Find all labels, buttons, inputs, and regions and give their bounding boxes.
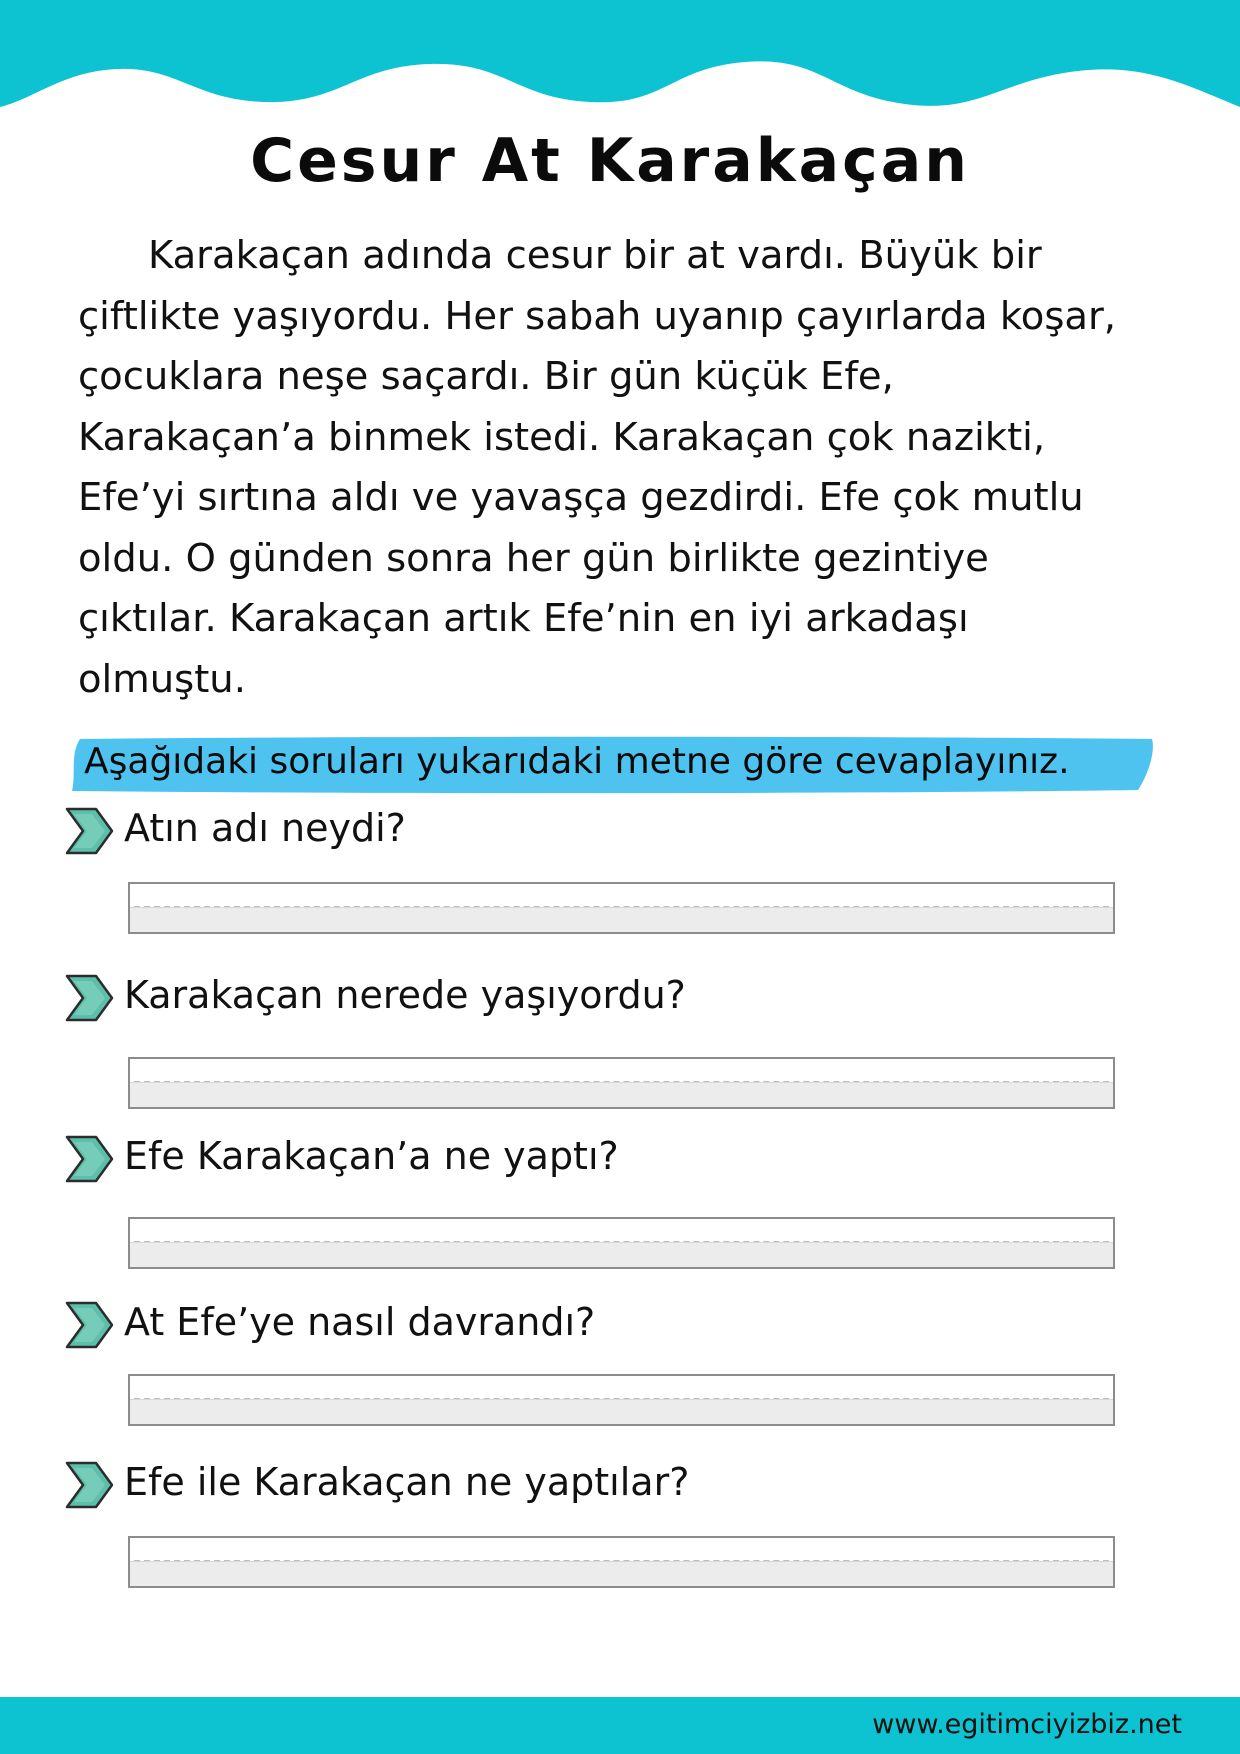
story-text	[78, 226, 1178, 710]
instruction-banner	[66, 736, 1156, 794]
answer-lower-band	[130, 907, 1113, 932]
arrow-right-icon	[64, 1460, 114, 1510]
page-title: Cesur At Karakaçan	[250, 126, 970, 196]
instruction-text: Aşağıdaki soruları yukarıdaki metne göre cevaplayınız.	[84, 741, 1070, 782]
story-line: Efe’yi sırtına aldı ve yavaşça gezdirdi. Efe çok mutlu	[78, 475, 1084, 520]
answer-field[interactable]	[128, 882, 1115, 934]
answer-field[interactable]	[128, 1374, 1115, 1426]
question-text: Karakaçan nerede yaşıyordu?	[124, 973, 686, 1017]
arrow-right-icon	[64, 1300, 114, 1350]
answer-field[interactable]	[128, 1217, 1115, 1269]
question-item	[0, 802, 1240, 862]
question-text: Efe Karakaçan’a ne yaptı?	[124, 1134, 619, 1178]
question-text: At Efe’ye nasıl davrandı?	[124, 1300, 596, 1344]
story-line: çıktılar. Karakaçan artık Efe’nin en iyi arkadaşı	[78, 596, 969, 641]
question-item	[0, 1456, 1240, 1516]
story-line: Karakaçan adında cesur bir at vardı. Büyük bir	[148, 233, 1042, 278]
answer-field[interactable]	[128, 1536, 1115, 1588]
answer-lower-band	[130, 1242, 1113, 1267]
story-line: olmuştu.	[78, 656, 246, 702]
answer-lower-band	[130, 1082, 1113, 1107]
arrow-right-icon	[64, 806, 114, 856]
question-text: Efe ile Karakaçan ne yaptılar?	[124, 1460, 690, 1504]
question-item	[0, 969, 1240, 1029]
answer-lower-band	[130, 1399, 1113, 1424]
header-wave	[0, 0, 1240, 115]
footer-bar	[0, 1697, 1240, 1754]
question-item	[0, 1296, 1240, 1356]
website-link[interactable]: www.egitimciyizbiz.net	[872, 1709, 1182, 1740]
story-line: Karakaçan’a binmek istedi. Karakaçan çok nazikti,	[78, 414, 1046, 460]
story-line: çiftlikte yaşıyordu. Her sabah uyanıp çayırlarda koşar,	[78, 293, 1117, 339]
answer-field[interactable]	[128, 1057, 1115, 1109]
story-line: oldu. O günden sonra her gün birlikte gezintiye	[78, 535, 989, 581]
question-item	[0, 1130, 1240, 1190]
question-text: Atın adı neydi?	[124, 806, 406, 850]
arrow-right-icon	[64, 1134, 114, 1184]
arrow-right-icon	[64, 973, 114, 1023]
story-line: çocuklara neşe saçardı. Bir gün küçük Efe,	[78, 354, 894, 399]
answer-lower-band	[130, 1561, 1113, 1586]
